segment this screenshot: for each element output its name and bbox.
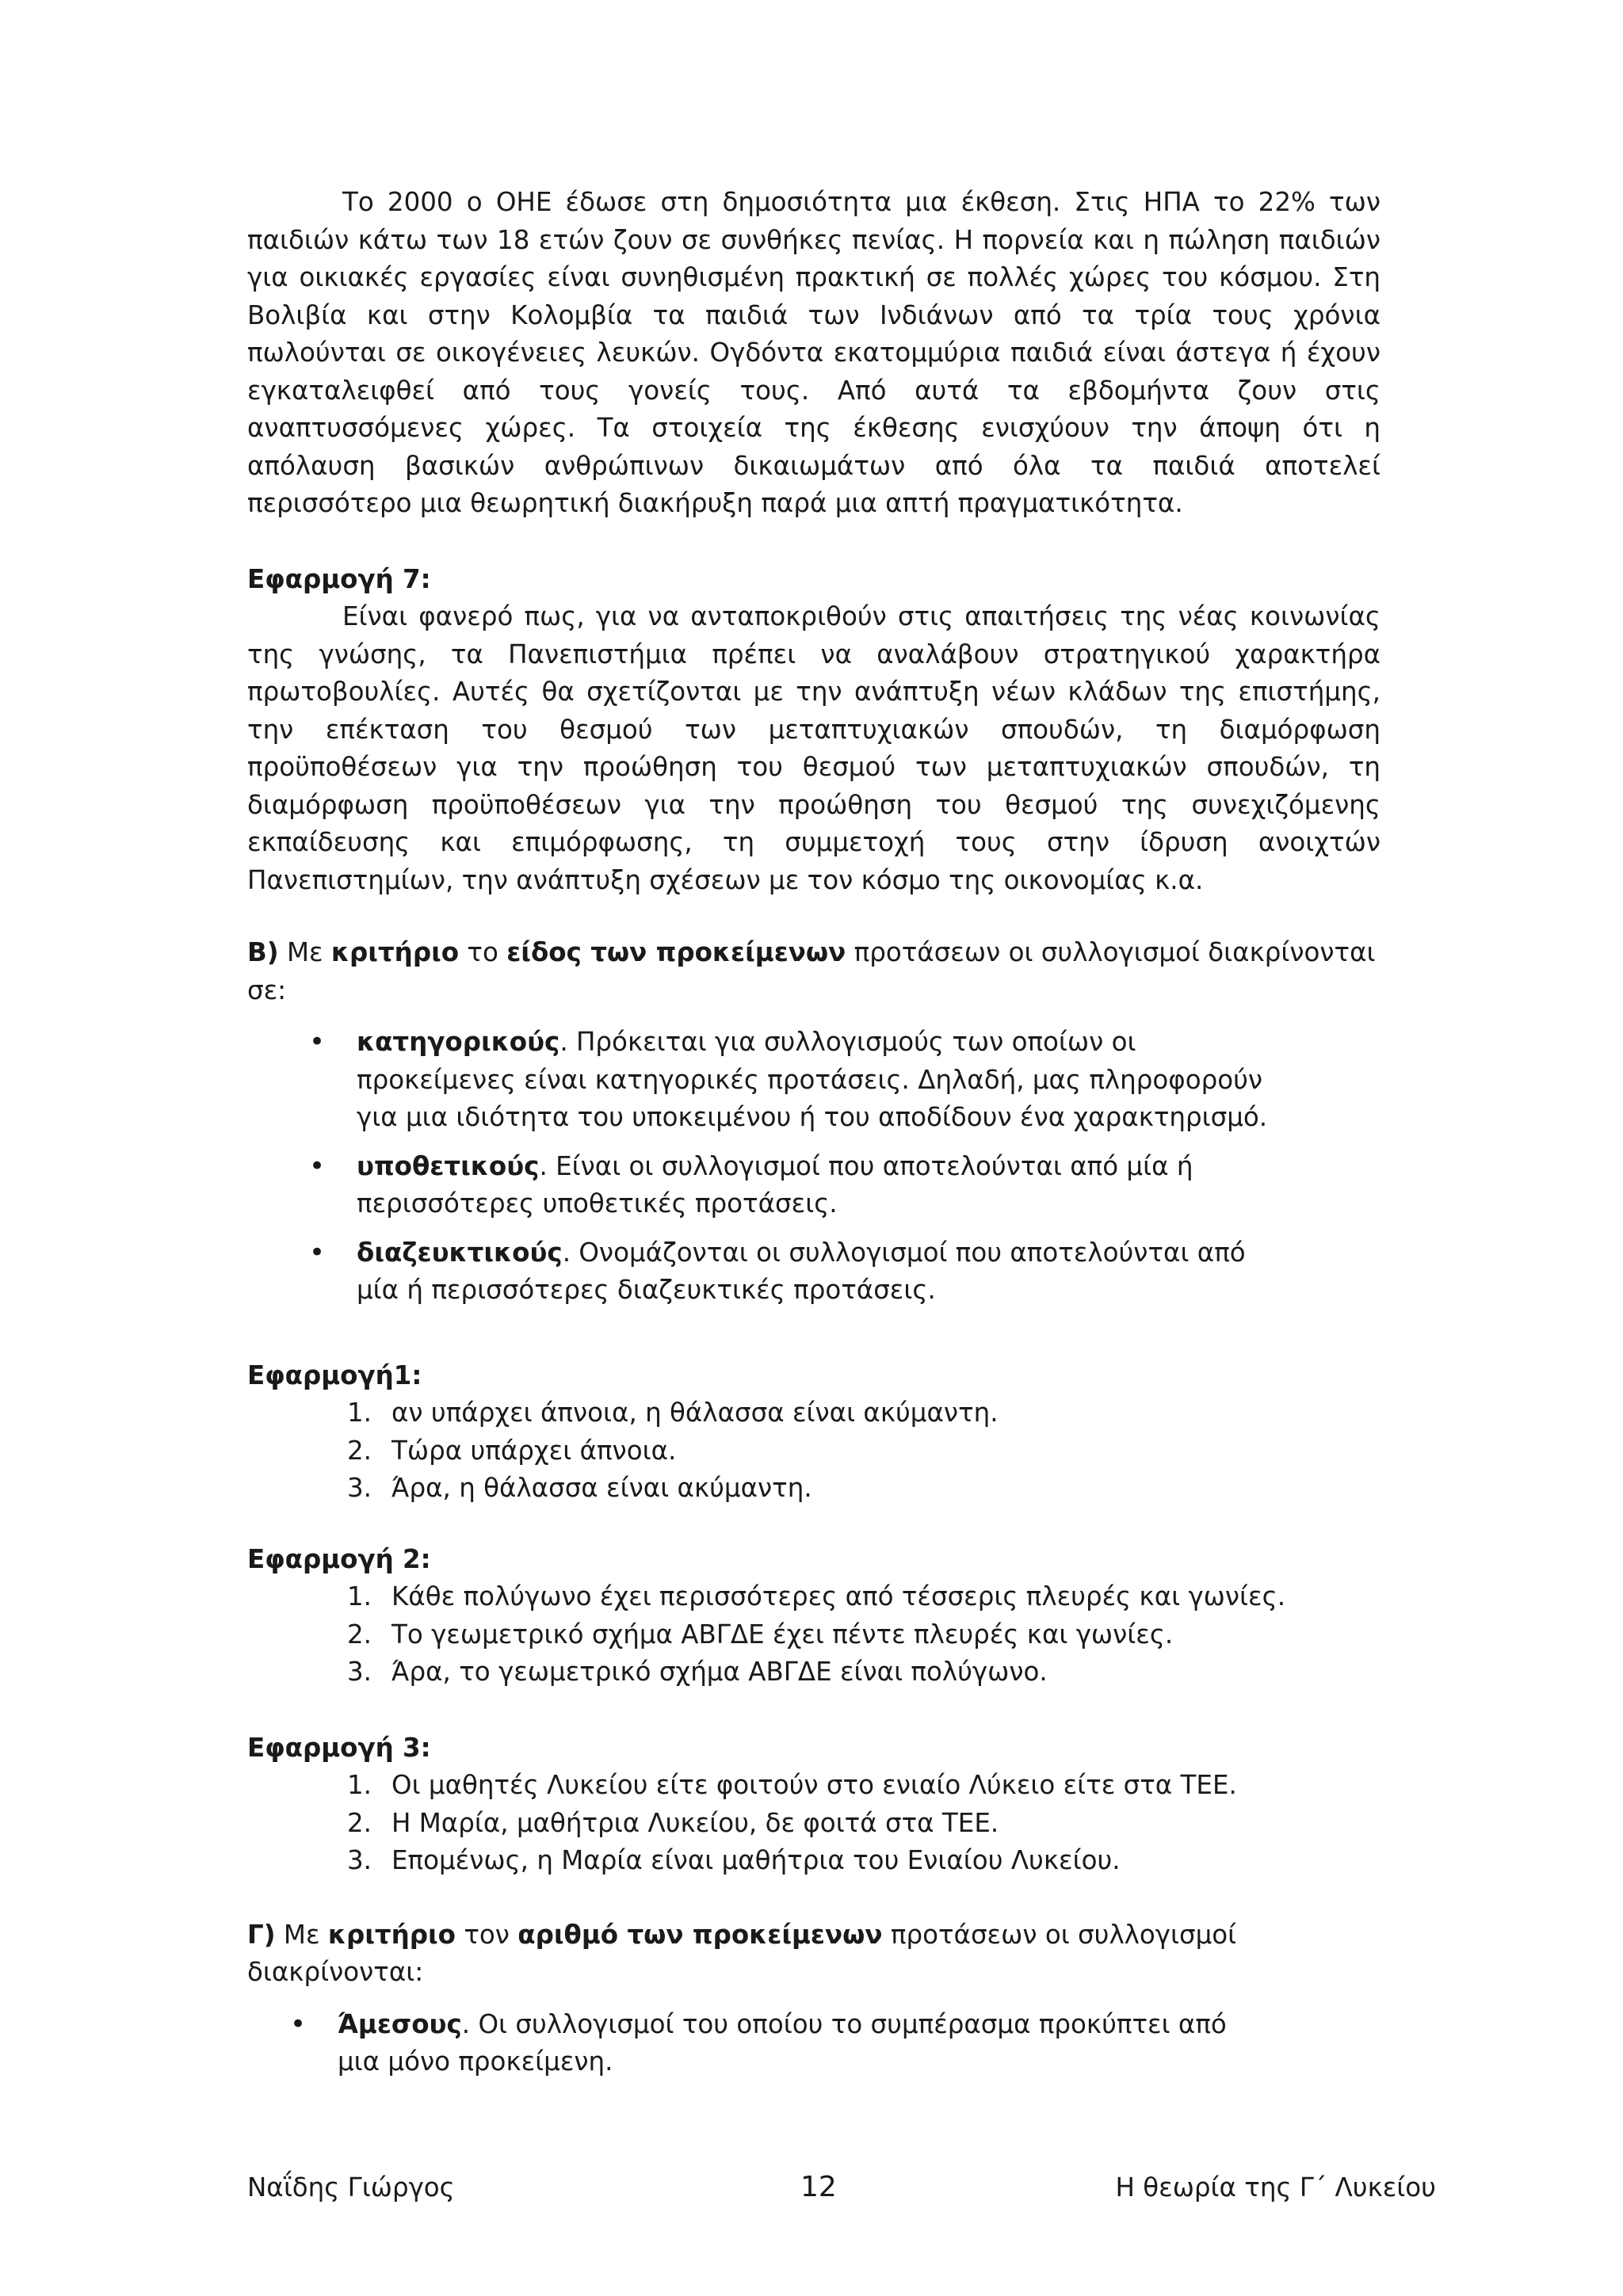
step-text: Το γεωμετρικό σχήμα ΑΒΓΔΕ έχει πέντε πλευρές και γωνίες. — [391, 1619, 1174, 1650]
step-item — [347, 1616, 1381, 1654]
list-item-text: . Ονομάζονται οι συλλογισμοί που αποτελούνται από μία ή περισσότερες διαζευκτικές προτάσεις. — [357, 1237, 1246, 1305]
page-footer — [247, 2168, 1436, 2207]
list-item — [309, 1024, 1268, 1137]
list-item-term: υποθετικούς — [357, 1150, 540, 1181]
application-3 — [247, 1730, 1381, 1880]
step-item — [347, 1653, 1381, 1691]
step-text: Άρα, η θάλασσα είναι ακύμαντη. — [391, 1473, 812, 1503]
intro-paragraph: Το 2000 ο ΟΗΕ έδωσε στη δημοσιότητα μια έκθεση. Στις ΗΠΑ το 22% των παιδιών κάτω των 18 ετών ζουν σε συνθήκες πενίας. Η πορνεία και η πώληση παιδιών για οικιακές εργασίες είναι συνηθισμένη πρακτική σε πολλές χώρες του κόσμου. Στη Βολιβία και στην Κολομβία τα παιδιά των Ινδιάνων από τα τρία τους χρόνια πωλούνται σε οικογένειες λευκών. Ογδόντα εκατομμύρια παιδιά είναι άστεγα ή έχουν εγκαταλειφθεί από τους γονείς τους. Από αυτά τα εβδομήντα ζουν στις αναπτυσσόμενες χώρες. Τα στοιχεία της έκθεσης ενισχύουν την άποψη ότι η απόλαυση βασικών ανθρώπινων δικαιωμάτων από όλα τα παιδιά αποτελεί περισσότερο μια θεωρητική διακήρυξη παρά μια απτή πραγματικότητα. — [247, 187, 1381, 518]
bullet-icon: • — [309, 1026, 326, 1058]
step-text: Άρα, το γεωμετρικό σχήμα ΑΒΓΔΕ είναι πολύγωνο. — [391, 1657, 1048, 1687]
step-item — [347, 1578, 1381, 1616]
application-2-steps — [247, 1578, 1381, 1691]
step-item — [347, 1842, 1381, 1880]
list-item-term: διαζευκτικούς — [357, 1237, 563, 1268]
step-number: 2. — [347, 1619, 372, 1650]
step-item — [347, 1470, 1381, 1508]
application-2 — [247, 1541, 1381, 1691]
section-b-bold-1: κριτήριο — [330, 937, 460, 967]
section-c-text-3: προτάσεων οι συλλογισμοί διακρίνονται: — [247, 1919, 1237, 1987]
bullet-icon: • — [309, 1150, 326, 1182]
step-number: 2. — [347, 1435, 372, 1466]
section-c-intro — [247, 1917, 1381, 1992]
section-b-letter: Β) — [247, 937, 279, 967]
section-b-list — [247, 1024, 1381, 1310]
step-number: 2. — [347, 1807, 372, 1838]
list-item — [309, 1148, 1268, 1223]
list-item — [309, 1234, 1268, 1310]
bullet-icon: • — [290, 2008, 307, 2040]
step-number: 1. — [347, 1581, 372, 1611]
list-item-text: . Πρόκειται για συλλογισμούς των οποίων οι προκείμενες είναι κατηγορικές προτάσεις. Δηλαδή, μας πληροφορούν για μια ιδιότητα του υποκειμένου ή του αποδίδουν ένα χαρακτηρισμό. — [357, 1027, 1268, 1132]
step-text: Επομένως, η Μαρία είναι μαθήτρια του Ενιαίου Λυκείου. — [391, 1845, 1121, 1875]
page-content — [247, 184, 1381, 2092]
step-number: 1. — [347, 1398, 372, 1428]
section-b — [247, 934, 1381, 1310]
section-c-bold-2: αριθμό των προκείμενων — [517, 1919, 883, 1950]
list-item — [290, 2006, 1273, 2081]
section-c — [247, 1917, 1381, 2081]
application-2-heading: Εφαρμογή 2: — [247, 1543, 431, 1574]
section-c-list — [247, 2006, 1381, 2081]
section-c-letter: Γ) — [247, 1919, 276, 1950]
step-item — [347, 1805, 1381, 1843]
list-item-text: . Είναι οι συλλογισμοί που αποτελούνται από μία ή περισσότερες υποθετικές προτάσεις. — [357, 1150, 1193, 1219]
step-text: Οι μαθητές Λυκείου είτε φοιτούν στο ενιαίο Λύκειο είτε στα ΤΕΕ. — [391, 1770, 1237, 1800]
section-b-text-1: Με — [278, 937, 331, 967]
application-3-steps — [247, 1767, 1381, 1880]
footer-book-title: Η θεωρία της Γ΄ Λυκείου — [1115, 2172, 1436, 2203]
list-item-term: Άμεσους — [338, 2008, 462, 2039]
section-b-text-2: το — [459, 937, 507, 967]
step-item — [347, 1394, 1381, 1432]
step-number: 3. — [347, 1473, 372, 1503]
section-b-bold-2: είδος των προκείμενων — [506, 937, 846, 967]
application-3-heading: Εφαρμογή 3: — [247, 1732, 431, 1763]
section-c-text-1: Με — [275, 1919, 328, 1950]
application-7 — [247, 561, 1381, 900]
step-text: αν υπάρχει άπνοια, η θάλασσα είναι ακύμαντη. — [391, 1398, 999, 1428]
step-item — [347, 1767, 1381, 1805]
application-7-text: Είναι φανερό πως, για να ανταποκριθούν στις απαιτήσεις της νέας κοινωνίας της γνώσης, τα Πανεπιστήμια πρέπει να αναλάβουν στρατηγικού χαρακτήρα πρωτοβουλίες. Αυτές θα σχετίζονται με την ανάπτυξη νέων κλάδων της επιστήμης, την επέκταση του θεσμού των μεταπτυχιακών σπουδών, τη διαμόρφωση προϋποθέσεων για την προώθηση του θεσμού των μεταπτυχιακών σπουδών, τη διαμόρφωση προϋποθέσεων για την προώθηση του θεσμού της συνεχιζόμενης εκπαίδευσης και επιμόρφωσης, τη συμμετοχή τους στην ίδρυση ανοιχτών Πανεπιστημίων, την ανάπτυξη σχέσεων με τον κόσμο της οικονομίας κ.α. — [247, 601, 1381, 895]
list-item-text: . Οι συλλογισμοί του οποίου το συμπέρασμα προκύπτει από μια μόνο προκείμενη. — [338, 2008, 1227, 2077]
section-c-bold-1: κριτήριο — [327, 1919, 456, 1950]
step-text: Η Μαρία, μαθήτρια Λυκείου, δε φοιτά στα ΤΕΕ. — [391, 1807, 999, 1838]
step-text: Τώρα υπάρχει άπνοια. — [391, 1435, 677, 1466]
section-b-intro — [247, 934, 1381, 1009]
footer-author: Ναΐδης Γιώργος — [247, 2172, 455, 2203]
step-number: 3. — [347, 1845, 372, 1875]
step-item — [347, 1432, 1381, 1470]
list-item-term: κατηγορικούς — [357, 1027, 560, 1057]
application-7-heading: Εφαρμογή 7: — [247, 563, 431, 594]
bullet-icon: • — [309, 1236, 326, 1268]
step-number: 1. — [347, 1770, 372, 1800]
section-b-text-3: προτάσεων οι συλλογισμοί διακρίνονται σε: — [247, 937, 1376, 1005]
step-number: 3. — [347, 1657, 372, 1687]
step-text: Κάθε πολύγωνο έχει περισσότερες από τέσσερις πλευρές και γωνίες. — [391, 1581, 1286, 1611]
section-c-text-2: τον — [456, 1919, 518, 1950]
application-1-heading: Εφαρμογή1: — [247, 1360, 422, 1390]
application-1 — [247, 1357, 1381, 1508]
application-1-steps — [247, 1394, 1381, 1508]
page-number: 12 — [800, 2171, 837, 2203]
